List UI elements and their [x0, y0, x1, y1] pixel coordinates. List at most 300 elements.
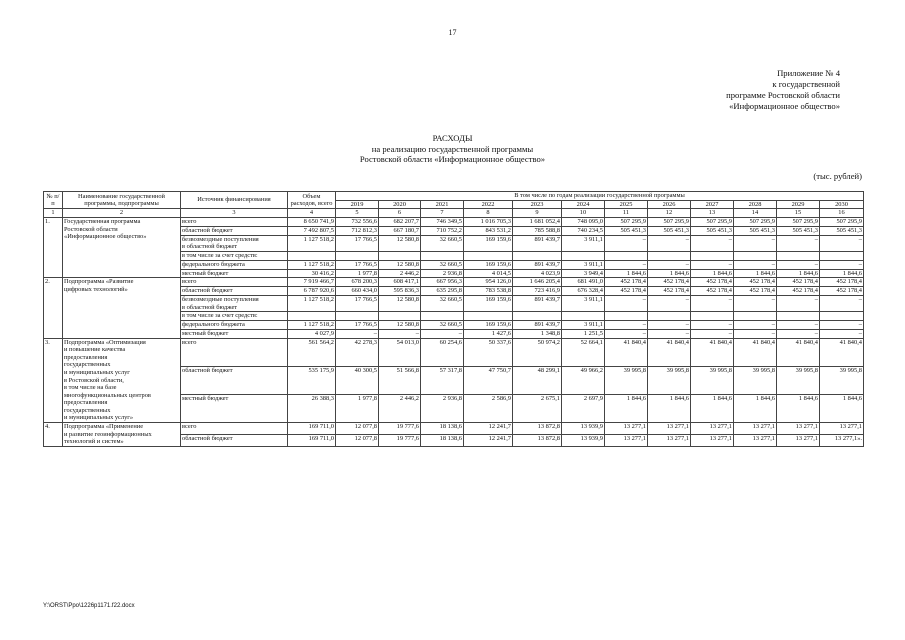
year-value: 507 295,9: [605, 218, 648, 227]
year-value: 48 299,1: [513, 366, 562, 394]
year-value: [336, 312, 379, 321]
year-value: 49 966,2: [562, 366, 605, 394]
year-value: 505 451,3: [605, 226, 648, 235]
year-value: 505 451,3: [734, 226, 777, 235]
funding-source: [181, 260, 288, 269]
year-value: 39 995,8: [820, 366, 864, 394]
program-name-line: в том числе на базе: [64, 384, 117, 392]
program-name-line: и муниципальных услуг: [64, 368, 130, 376]
year-value: 13 277,1: [691, 423, 734, 435]
row-number: 1.: [44, 218, 63, 278]
program-name-line: государственных: [64, 406, 111, 414]
year-value: 1 646 205,4: [513, 278, 562, 287]
year-value: 452 178,4: [820, 287, 864, 296]
year-value: 39 995,8: [691, 366, 734, 394]
header-by-year: В том числе по годам реализации государственной программы: [336, 192, 864, 201]
year-value: –: [648, 235, 691, 251]
year-value: 12 580,8: [379, 295, 421, 311]
year-value: 32 660,5: [421, 260, 464, 269]
funding-source: [181, 287, 288, 296]
year-value: –: [648, 329, 691, 338]
year-value: 1 844,6: [648, 394, 691, 422]
expenses-table: [43, 191, 864, 447]
year-value: –: [605, 329, 648, 338]
year-value: 54 013,0: [379, 338, 421, 366]
year-value: –: [648, 260, 691, 269]
year-value: 712 812,3: [336, 226, 379, 235]
year-value: 169 159,6: [464, 320, 513, 329]
year-value: 13 277,1».: [820, 434, 864, 446]
funding-source: [181, 295, 288, 311]
total-value: 1 127 518,2: [288, 320, 336, 329]
total-value: 1 127 518,2: [288, 295, 336, 311]
header-year: 2024: [562, 200, 605, 209]
column-index: 11: [605, 209, 648, 218]
header-year: 2029: [777, 200, 820, 209]
year-value: 13 872,8: [513, 434, 562, 446]
year-value: –: [734, 295, 777, 311]
table-row: [44, 218, 864, 227]
year-value: [464, 312, 513, 321]
year-value: 1 844,6: [820, 394, 864, 422]
funding-source-line: федерального бюджета: [182, 320, 245, 328]
funding-source-line: всего: [182, 278, 197, 286]
year-value: 1 844,6: [605, 394, 648, 422]
year-value: 1 844,6: [691, 269, 734, 278]
year-value: 1 844,6: [820, 269, 864, 278]
funding-source-line: всего: [182, 218, 197, 226]
column-index: 4: [288, 209, 336, 218]
total-value: 535 175,9: [288, 366, 336, 394]
year-value: [691, 312, 734, 321]
year-value: –: [379, 329, 421, 338]
year-value: [734, 251, 777, 260]
funding-source-line: в том числе за счет средств:: [182, 312, 258, 320]
title-line: Ростовской области «Информационное общество»: [359, 154, 546, 164]
year-value: 18 138,6: [421, 434, 464, 446]
column-index: 10: [562, 209, 605, 218]
year-value: –: [648, 320, 691, 329]
year-value: 1 844,6: [691, 394, 734, 422]
year-value: 891 439,7: [513, 260, 562, 269]
year-value: 13 939,9: [562, 434, 605, 446]
year-value: 13 277,1: [777, 423, 820, 435]
column-index: 6: [379, 209, 421, 218]
year-value: –: [734, 235, 777, 251]
year-value: 723 416,9: [513, 287, 562, 296]
funding-source-line: безвозмездные поступления: [182, 235, 259, 243]
table-row: [44, 338, 864, 366]
year-value: 3 949,4: [562, 269, 605, 278]
year-value: 13 277,1: [820, 423, 864, 435]
header-volume: Объем расходов, всего: [288, 192, 336, 209]
year-value: 783 538,8: [464, 287, 513, 296]
year-value: 608 417,1: [379, 278, 421, 287]
year-value: 2 446,2: [379, 269, 421, 278]
appendix-line: к государственной: [772, 79, 840, 89]
year-value: –: [820, 329, 864, 338]
year-value: [379, 251, 421, 260]
program-name-line: Подпрограмма «Оптимизация: [64, 338, 146, 346]
year-value: 1 844,6: [777, 269, 820, 278]
year-value: 682 207,7: [379, 218, 421, 227]
year-value: 507 295,9: [691, 218, 734, 227]
column-index: 1: [44, 209, 63, 218]
year-value: –: [777, 295, 820, 311]
year-value: 12 241,7: [464, 434, 513, 446]
header-year: 2019: [336, 200, 379, 209]
year-value: 1 016 705,3: [464, 218, 513, 227]
year-value: 17 766,5: [336, 320, 379, 329]
funding-source: [181, 226, 288, 235]
column-index: 8: [464, 209, 513, 218]
year-value: 3 911,1: [562, 235, 605, 251]
year-value: 1 977,8: [336, 269, 379, 278]
funding-source-line: всего: [182, 423, 197, 431]
year-value: 13 277,1: [691, 434, 734, 446]
year-value: –: [820, 235, 864, 251]
year-value: 13 277,1: [734, 434, 777, 446]
header-year: 2026: [648, 200, 691, 209]
year-value: 891 439,7: [513, 295, 562, 311]
year-value: 452 178,4: [691, 278, 734, 287]
year-value: –: [777, 329, 820, 338]
column-index: 9: [513, 209, 562, 218]
year-value: 1 251,5: [562, 329, 605, 338]
funding-source: [181, 235, 288, 251]
funding-source-line: областной бюджет: [182, 287, 233, 295]
year-value: 678 200,3: [336, 278, 379, 287]
year-value: –: [734, 320, 777, 329]
year-value: [691, 251, 734, 260]
year-value: –: [691, 235, 734, 251]
year-value: 732 556,6: [336, 218, 379, 227]
year-value: 507 295,9: [734, 218, 777, 227]
year-value: [605, 251, 648, 260]
header-year: 2027: [691, 200, 734, 209]
year-value: [379, 312, 421, 321]
year-value: 452 178,4: [648, 278, 691, 287]
year-value: [513, 251, 562, 260]
total-value: 1 127 518,2: [288, 260, 336, 269]
year-value: 595 836,3: [379, 287, 421, 296]
year-value: 1 844,6: [734, 394, 777, 422]
total-value: 1 127 518,2: [288, 235, 336, 251]
column-index: 3: [181, 209, 288, 218]
year-value: 1 348,8: [513, 329, 562, 338]
year-value: [820, 312, 864, 321]
funding-source: [181, 329, 288, 338]
header-name: Наименование государственной программы, подпрограммы: [63, 192, 181, 209]
program-name-line: и муниципальных услуг»: [64, 414, 134, 422]
year-value: 2 936,8: [421, 394, 464, 422]
year-value: [421, 251, 464, 260]
year-value: –: [820, 260, 864, 269]
total-value: 30 416,2: [288, 269, 336, 278]
year-value: –: [691, 320, 734, 329]
column-index: 16: [820, 209, 864, 218]
year-value: 2 675,1: [513, 394, 562, 422]
funding-source: [181, 312, 288, 321]
year-value: 39 995,8: [605, 366, 648, 394]
program-name: [63, 423, 181, 447]
funding-source-line: местный бюджет: [182, 394, 229, 402]
year-value: [421, 312, 464, 321]
year-value: 1 844,6: [648, 269, 691, 278]
year-value: 169 159,6: [464, 260, 513, 269]
year-value: [777, 312, 820, 321]
appendix-note: [640, 68, 840, 112]
total-value: 561 564,2: [288, 338, 336, 366]
year-value: 17 766,5: [336, 235, 379, 251]
row-number: 3.: [44, 338, 63, 423]
year-value: 41 840,4: [777, 338, 820, 366]
total-value: 169 711,0: [288, 423, 336, 435]
year-value: –: [691, 329, 734, 338]
year-value: 32 660,5: [421, 320, 464, 329]
year-value: 2 697,9: [562, 394, 605, 422]
program-name-line: Ростовской области: [64, 225, 118, 233]
funding-source-line: в областной бюджет: [182, 243, 238, 251]
year-value: 2 586,9: [464, 394, 513, 422]
program-name-line: технологий и систем»: [64, 438, 124, 446]
program-name-line: и развитие геоинформационных: [64, 430, 152, 438]
table-row: [44, 278, 864, 287]
year-value: 891 439,7: [513, 235, 562, 251]
year-value: 39 995,8: [734, 366, 777, 394]
year-value: 452 178,4: [605, 287, 648, 296]
year-value: 169 159,6: [464, 235, 513, 251]
year-value: 452 178,4: [820, 278, 864, 287]
total-value: [288, 251, 336, 260]
year-value: 17 766,5: [336, 260, 379, 269]
total-value: 4 027,9: [288, 329, 336, 338]
year-value: 505 451,3: [648, 226, 691, 235]
funding-source-line: местный бюджет: [182, 329, 229, 337]
year-value: 746 349,5: [421, 218, 464, 227]
year-value: 32 660,5: [421, 295, 464, 311]
header-year: 2023: [513, 200, 562, 209]
year-value: 13 277,1: [648, 434, 691, 446]
year-value: –: [734, 260, 777, 269]
year-value: 169 159,6: [464, 295, 513, 311]
header-source: Источник финансирования: [181, 192, 288, 209]
program-name: [63, 278, 181, 338]
year-value: 3 911,1: [562, 295, 605, 311]
year-value: 2 446,2: [379, 394, 421, 422]
year-value: [648, 312, 691, 321]
year-value: 19 777,6: [379, 434, 421, 446]
year-value: 505 451,3: [691, 226, 734, 235]
column-index: 5: [336, 209, 379, 218]
year-value: [820, 251, 864, 260]
funding-source: [181, 338, 288, 366]
program-name-line: многофункциональных центров: [64, 391, 151, 399]
year-value: 41 840,4: [734, 338, 777, 366]
year-value: 676 328,4: [562, 287, 605, 296]
year-value: –: [777, 320, 820, 329]
year-value: 452 178,4: [691, 287, 734, 296]
funding-source: [181, 278, 288, 287]
program-name-line: цифровых технологий»: [64, 285, 128, 293]
title-line: на реализацию государственной программы: [371, 143, 534, 154]
year-value: 452 178,4: [605, 278, 648, 287]
header-year: 2020: [379, 200, 421, 209]
year-value: 12 077,8: [336, 423, 379, 435]
funding-source: [181, 269, 288, 278]
year-value: 3 911,1: [562, 260, 605, 269]
program-name-line: Подпрограмма «Применение: [64, 423, 144, 431]
row-number: 4.: [44, 423, 63, 447]
year-value: 507 295,9: [777, 218, 820, 227]
year-value: 1 844,6: [777, 394, 820, 422]
year-value: 954 126,0: [464, 278, 513, 287]
year-value: 505 451,3: [777, 226, 820, 235]
year-value: [562, 312, 605, 321]
year-value: 42 278,3: [336, 338, 379, 366]
funding-source-line: местный бюджет: [182, 269, 229, 277]
year-value: 13 277,1: [605, 434, 648, 446]
year-value: 452 178,4: [734, 287, 777, 296]
year-value: 12 580,8: [379, 260, 421, 269]
year-value: 507 295,9: [820, 218, 864, 227]
appendix-line: программе Ростовской области: [726, 90, 840, 100]
total-value: 6 787 920,6: [288, 287, 336, 296]
year-value: 507 295,9: [648, 218, 691, 227]
program-name-line: Подпрограмма «Развитие: [64, 278, 134, 286]
year-value: 3 911,1: [562, 320, 605, 329]
year-value: [605, 312, 648, 321]
year-value: 452 178,4: [734, 278, 777, 287]
program-name-line: «Информационное общество»: [64, 233, 147, 241]
year-value: 50 974,2: [513, 338, 562, 366]
year-value: 4 023,9: [513, 269, 562, 278]
year-value: 667 956,3: [421, 278, 464, 287]
funding-source-line: областной бюджет: [182, 366, 233, 374]
funding-source: [181, 423, 288, 435]
year-value: 2 936,8: [421, 269, 464, 278]
year-value: 47 750,7: [464, 366, 513, 394]
header-year: 2021: [421, 200, 464, 209]
funding-source: [181, 394, 288, 422]
year-value: 50 337,6: [464, 338, 513, 366]
year-value: 39 995,8: [648, 366, 691, 394]
year-value: 12 241,7: [464, 423, 513, 435]
year-value: [734, 312, 777, 321]
year-value: 660 434,0: [336, 287, 379, 296]
year-value: [513, 312, 562, 321]
year-value: 12 077,8: [336, 434, 379, 446]
column-index: 12: [648, 209, 691, 218]
year-value: 41 840,4: [820, 338, 864, 366]
table-row: [44, 423, 864, 435]
year-value: 1 977,8: [336, 394, 379, 422]
year-value: 710 752,2: [421, 226, 464, 235]
year-value: –: [777, 235, 820, 251]
year-value: 1 844,6: [734, 269, 777, 278]
header-year: 2025: [605, 200, 648, 209]
funding-source-line: областной бюджет: [182, 434, 233, 442]
column-index: 7: [421, 209, 464, 218]
year-value: 18 138,6: [421, 423, 464, 435]
funding-source-line: областной бюджет: [182, 226, 233, 234]
year-value: 13 277,1: [734, 423, 777, 435]
funding-source-line: в областной бюджет: [182, 303, 238, 311]
appendix-line: «Информационное общество»: [729, 101, 840, 111]
year-value: 452 178,4: [777, 287, 820, 296]
year-value: 635 295,8: [421, 287, 464, 296]
program-name-line: государственных: [64, 361, 111, 369]
year-value: –: [648, 295, 691, 311]
year-value: 1 427,6: [464, 329, 513, 338]
year-value: –: [605, 235, 648, 251]
total-value: 26 388,3: [288, 394, 336, 422]
column-index: 2: [63, 209, 181, 218]
year-value: 13 939,9: [562, 423, 605, 435]
appendix-line: Приложение № 4: [777, 68, 840, 78]
header-year: 2030: [820, 200, 864, 209]
total-value: [288, 312, 336, 321]
funding-source: [181, 434, 288, 446]
funding-source-line: безвозмездные поступления: [182, 295, 259, 303]
row-number: 2.: [44, 278, 63, 338]
year-value: 681 491,0: [562, 278, 605, 287]
year-value: –: [605, 320, 648, 329]
year-value: –: [820, 320, 864, 329]
total-value: 7 492 807,5: [288, 226, 336, 235]
header-year: 2022: [464, 200, 513, 209]
year-value: 41 840,4: [648, 338, 691, 366]
funding-source: [181, 366, 288, 394]
year-value: –: [777, 260, 820, 269]
funding-source: [181, 251, 288, 260]
year-value: –: [691, 295, 734, 311]
year-value: 740 234,5: [562, 226, 605, 235]
program-name: [63, 218, 181, 278]
header-year: 2028: [734, 200, 777, 209]
file-path-footer: Y:\ORST\Ppo\1226p1171.f22.docx: [43, 603, 135, 609]
year-value: –: [605, 295, 648, 311]
year-value: 41 840,4: [605, 338, 648, 366]
program-name-line: Государственная программа: [64, 218, 141, 226]
page-number: 17: [448, 28, 457, 37]
year-value: 52 664,1: [562, 338, 605, 366]
year-value: [777, 251, 820, 260]
program-name-line: и повышение качества: [64, 346, 126, 354]
program-name: [63, 338, 181, 423]
year-value: [464, 251, 513, 260]
funding-source-line: в том числе за счет средств:: [182, 251, 258, 259]
total-value: 169 711,0: [288, 434, 336, 446]
funding-source-line: всего: [182, 338, 197, 346]
year-value: –: [691, 260, 734, 269]
year-value: 1 681 052,4: [513, 218, 562, 227]
year-value: [336, 251, 379, 260]
column-index: 15: [777, 209, 820, 218]
year-value: 39 995,8: [777, 366, 820, 394]
year-value: 452 178,4: [648, 287, 691, 296]
total-value: 8 650 741,9: [288, 218, 336, 227]
year-value: 12 580,8: [379, 320, 421, 329]
column-index: 13: [691, 209, 734, 218]
units-label: (тыс. рублей): [813, 171, 862, 181]
year-value: 13 872,8: [513, 423, 562, 435]
year-value: –: [605, 260, 648, 269]
program-name-line: в Ростовской области,: [64, 376, 124, 384]
year-value: 4 014,5: [464, 269, 513, 278]
year-value: 32 660,5: [421, 235, 464, 251]
column-index: 14: [734, 209, 777, 218]
